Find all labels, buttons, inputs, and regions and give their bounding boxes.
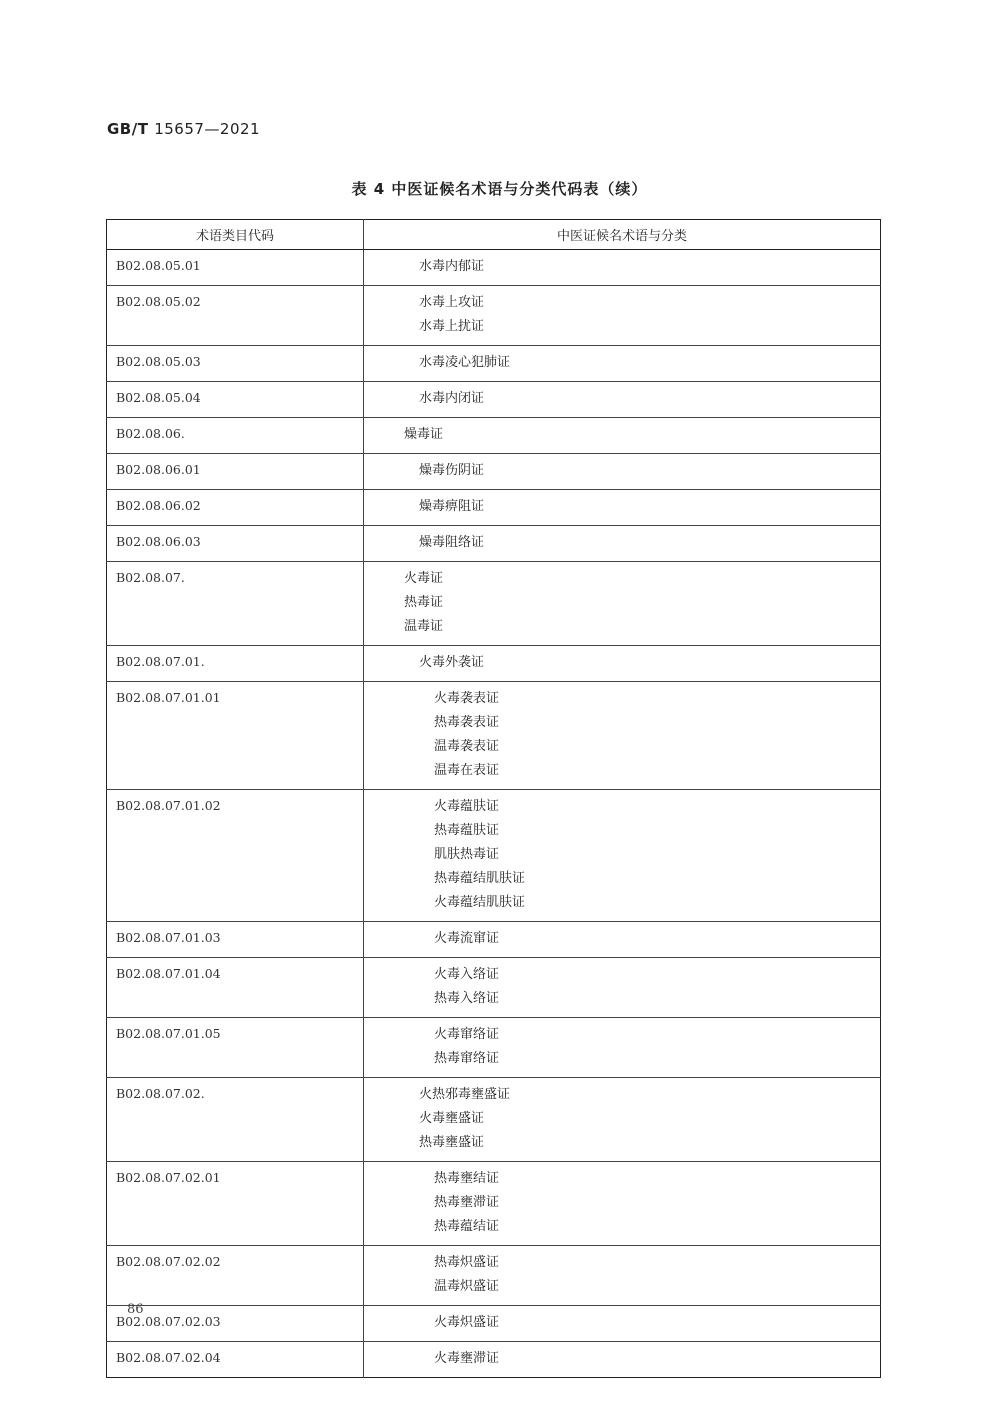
table-row xyxy=(107,250,881,286)
page-number: 86 xyxy=(127,1302,144,1317)
column-header-code: 术语类目代码 xyxy=(107,220,364,250)
syndrome-term: 热毒蕴肤证 xyxy=(434,823,500,838)
table-row xyxy=(107,1342,881,1378)
term-names-cell xyxy=(364,346,881,382)
syndrome-term: 温毒证 xyxy=(404,619,444,634)
syndrome-term: 火热邪毒壅盛证 xyxy=(419,1087,511,1102)
table-row xyxy=(107,490,881,526)
syndrome-term: 水毒上扰证 xyxy=(419,319,485,334)
term-names-cell xyxy=(364,562,881,646)
table-row xyxy=(107,418,881,454)
syndrome-term: 热毒证 xyxy=(404,595,444,610)
term-names-cell xyxy=(364,454,881,490)
term-names-cell xyxy=(364,790,881,922)
standard-number: 15657—2021 xyxy=(154,120,261,138)
term-code-cell: B02.08.05.01 xyxy=(107,250,364,286)
table-title: 表 4 中医证候名术语与分类代码表（续） xyxy=(351,180,648,198)
term-names-cell xyxy=(364,490,881,526)
syndrome-term: 热毒蕴结证 xyxy=(434,1219,500,1234)
term-names-cell xyxy=(364,1342,881,1378)
table-row xyxy=(107,1306,881,1342)
syndrome-term: 水毒上攻证 xyxy=(419,295,485,310)
term-code-cell: B02.08.07.02.04 xyxy=(107,1342,364,1378)
table-row xyxy=(107,1078,881,1162)
term-code-cell: B02.08.07.01.05 xyxy=(107,1018,364,1078)
term-code-cell: B02.08.07.02.02 xyxy=(107,1246,364,1306)
standard-code xyxy=(107,120,260,138)
column-header-terms: 中医证候名术语与分类 xyxy=(364,220,881,250)
syndrome-term: 火毒袭表证 xyxy=(434,691,500,706)
syndrome-term: 热毒袭表证 xyxy=(434,715,500,730)
term-code-cell: B02.08.07.02. xyxy=(107,1078,364,1162)
term-names-cell xyxy=(364,526,881,562)
table-row xyxy=(107,1246,881,1306)
syndrome-term: 温毒炽盛证 xyxy=(434,1279,500,1294)
syndrome-term: 温毒袭表证 xyxy=(434,739,500,754)
syndrome-term: 热毒窜络证 xyxy=(434,1051,500,1066)
syndrome-term: 热毒壅结证 xyxy=(434,1171,500,1186)
table-row xyxy=(107,958,881,1018)
syndrome-term: 热毒炽盛证 xyxy=(434,1255,500,1270)
table-row xyxy=(107,526,881,562)
syndrome-term: 热毒入络证 xyxy=(434,991,500,1006)
syndrome-term: 火毒证 xyxy=(404,571,444,586)
term-code-cell: B02.08.05.02 xyxy=(107,286,364,346)
table-body xyxy=(107,250,881,1378)
syndrome-term: 燥毒痹阻证 xyxy=(419,499,485,514)
term-code-cell: B02.08.07.02.03 xyxy=(107,1306,364,1342)
term-names-cell xyxy=(364,382,881,418)
term-code-cell: B02.08.06.03 xyxy=(107,526,364,562)
term-names-cell xyxy=(364,682,881,790)
table-row xyxy=(107,922,881,958)
term-code-cell: B02.08.07.02.01 xyxy=(107,1162,364,1246)
table-row xyxy=(107,454,881,490)
syndrome-term: 热毒蕴结肌肤证 xyxy=(434,871,526,886)
term-code-cell: B02.08.07.01.01 xyxy=(107,682,364,790)
term-code-cell: B02.08.06.01 xyxy=(107,454,364,490)
term-names-cell xyxy=(364,1078,881,1162)
term-names-cell xyxy=(364,922,881,958)
term-names-cell xyxy=(364,250,881,286)
term-code-cell: B02.08.07. xyxy=(107,562,364,646)
term-code-cell: B02.08.07.01.03 xyxy=(107,922,364,958)
table-row xyxy=(107,562,881,646)
table-row xyxy=(107,382,881,418)
standard-prefix: GB/T xyxy=(107,120,149,138)
term-code-cell: B02.08.07.01.04 xyxy=(107,958,364,1018)
table-row xyxy=(107,682,881,790)
syndrome-term: 热毒壅盛证 xyxy=(419,1135,485,1150)
term-code-cell: B02.08.06.02 xyxy=(107,490,364,526)
syndrome-term: 温毒在表证 xyxy=(434,763,500,778)
syndrome-term: 肌肤热毒证 xyxy=(434,847,500,862)
syndrome-term: 火毒窜络证 xyxy=(434,1027,500,1042)
syndrome-term: 火毒壅滞证 xyxy=(434,1351,500,1366)
syndrome-term: 燥毒阻络证 xyxy=(419,535,485,550)
table-header-row xyxy=(107,220,881,250)
syndrome-term: 火毒外袭证 xyxy=(419,655,485,670)
term-names-cell xyxy=(364,1018,881,1078)
syndrome-term: 火毒蕴肤证 xyxy=(434,799,500,814)
syndrome-term: 水毒内郁证 xyxy=(419,259,485,274)
term-code-cell: B02.08.05.04 xyxy=(107,382,364,418)
term-names-cell xyxy=(364,958,881,1018)
term-code-cell: B02.08.07.01.02 xyxy=(107,790,364,922)
table-row xyxy=(107,286,881,346)
term-names-cell xyxy=(364,418,881,454)
syndrome-term: 燥毒伤阴证 xyxy=(419,463,485,478)
syndrome-term: 热毒壅滞证 xyxy=(434,1195,500,1210)
term-code-cell: B02.08.07.01. xyxy=(107,646,364,682)
terms-table xyxy=(106,219,881,1378)
term-code-cell: B02.08.06. xyxy=(107,418,364,454)
syndrome-term: 火毒壅盛证 xyxy=(419,1111,485,1126)
syndrome-term: 水毒内闭证 xyxy=(419,391,485,406)
term-code-cell: B02.08.05.03 xyxy=(107,346,364,382)
table-row xyxy=(107,1162,881,1246)
term-names-cell xyxy=(364,286,881,346)
table-row xyxy=(107,346,881,382)
syndrome-term: 火毒流窜证 xyxy=(434,931,500,946)
term-names-cell xyxy=(364,1162,881,1246)
syndrome-term: 火毒炽盛证 xyxy=(434,1315,500,1330)
syndrome-term: 水毒凌心犯肺证 xyxy=(419,355,511,370)
table-row xyxy=(107,646,881,682)
table-row xyxy=(107,1018,881,1078)
syndrome-term: 火毒蕴结肌肤证 xyxy=(434,895,526,910)
syndrome-term: 火毒入络证 xyxy=(434,967,500,982)
term-names-cell xyxy=(364,1306,881,1342)
table-row xyxy=(107,790,881,922)
term-names-cell xyxy=(364,646,881,682)
syndrome-term: 燥毒证 xyxy=(404,427,444,442)
term-names-cell xyxy=(364,1246,881,1306)
